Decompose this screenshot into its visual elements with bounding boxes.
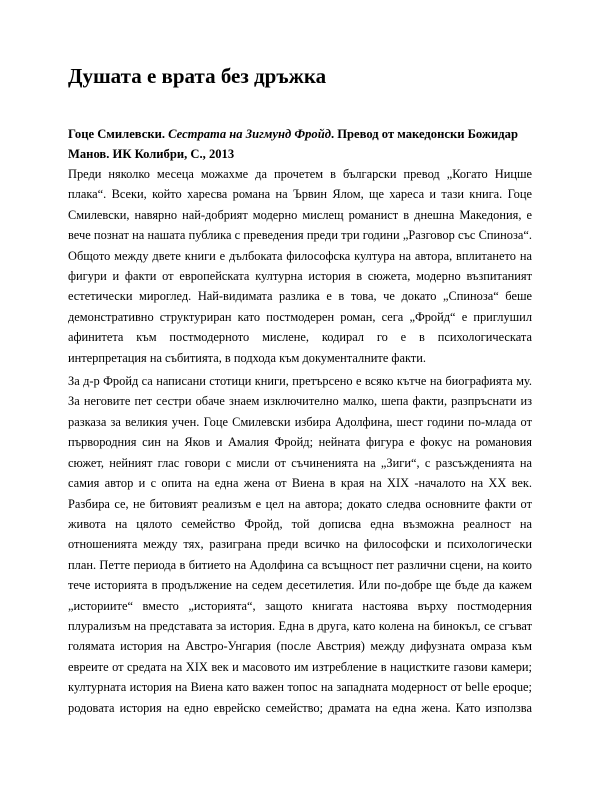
text-line: план. Петте периода в битието на Адолфина са всъщност пет различни сцени, на които — [68, 557, 532, 572]
text-line: самия автор и с опита на една жена от Виена в края на XIX -началото на XX век. — [68, 476, 532, 491]
text-line: тече историята в продължение на седем десетилетия. Или по-добре ще бъде да кажем — [68, 578, 532, 593]
text-line: културната история на Виена като важен топос на западната модерност от belle epoque; — [68, 680, 532, 695]
text-line: За неговите пет сестри обаче знаем изключително малко, шепа факти, разпръснати из — [68, 394, 532, 409]
text-line: плурализъм на представата за история. Една в друга, като колена на бинокъл, се сгъват — [68, 618, 532, 633]
text-line: Смилевски, навярно най-добрият модерно мислещ романист в днешна Македония, е — [68, 207, 532, 222]
paragraph — [68, 164, 532, 368]
document-title: Душата е врата без дръжка — [68, 64, 327, 88]
text-line: Разбира се, не битовият реализъм е цел на автора; докато следва основните факти от — [68, 496, 532, 511]
citation-author: Гоце Смилевски. — [68, 127, 165, 141]
text-line: естетически мироглед. Най-видимата разлика е в това, че докато „Спиноза“ беше — [68, 289, 532, 304]
text-line: Преди няколко месеца можахме да прочетем в български превод „Когато Ницше — [68, 167, 532, 181]
text-line: Общото между двете книги е дълбоката философска култура на автора, вплитането на — [68, 248, 532, 263]
citation-details: . Превод от македонски Божидар — [330, 127, 518, 141]
text-line: интерпретация на събитията, в подхода към документалните факти. — [68, 350, 426, 365]
text-line: демонстративно структуриран като постмодерен роман, сега „Фройд“ е приглушил — [68, 309, 532, 324]
article-body — [68, 164, 532, 718]
text-line: плака“. Всеки, който харесва романа на Ървин Ялом, ще хареса и тази книга. Гоце — [68, 187, 532, 202]
text-line: За д-р Фройд са написани стотици книги, претърсено е всяко кътче на биографията му. — [68, 374, 532, 389]
citation-publisher: Манов. ИК Колибри, С., 2013 — [68, 147, 235, 161]
text-line: отношенията между тях, разиграна преди всичко на философски и психологически — [68, 537, 532, 552]
text-line: сюжет, нейният глас говори с мисли от съчиненията на „Зиги“, с разсъжденията на — [68, 455, 532, 470]
text-line: фигури и факти от европейската културна история в сюжета, модерно възпитаният — [68, 269, 532, 284]
text-line: вече познат на нашата публика с преведения преди три години „Разговор със Спиноза“. — [68, 228, 532, 243]
text-line: евреите от средата на XIX век и масовото им изтребление в нацистките газови камери; — [68, 659, 532, 674]
text-line: афинитета към постмодерното мислене, кодирал го е в психологическата — [68, 330, 532, 345]
text-line: първородния син на Яков и Амалия Фройд; нейната фигура е фокус на романовия — [68, 435, 532, 450]
book-citation — [68, 124, 532, 164]
text-line: живота на цялото семейство Фройд, той дописва една възможна реалност на — [68, 516, 532, 531]
text-line: голямата история на Австро-Унгария (после Австрия) между дифузната омраза към — [68, 639, 532, 654]
text-line: „историите“ вместо „историята“, защото книгата настоява върху постмодерния — [68, 598, 532, 613]
paragraph — [68, 371, 532, 718]
citation-book-title: Сестрата на Зигмунд Фройд — [168, 127, 331, 141]
text-line: родовата история на едно еврейско семейство; драмата на една жена. Като използва — [68, 700, 532, 715]
text-line: разказа за великия учен. Гоце Смилевски избира Адолфина, шест години по-млада от — [68, 414, 532, 429]
